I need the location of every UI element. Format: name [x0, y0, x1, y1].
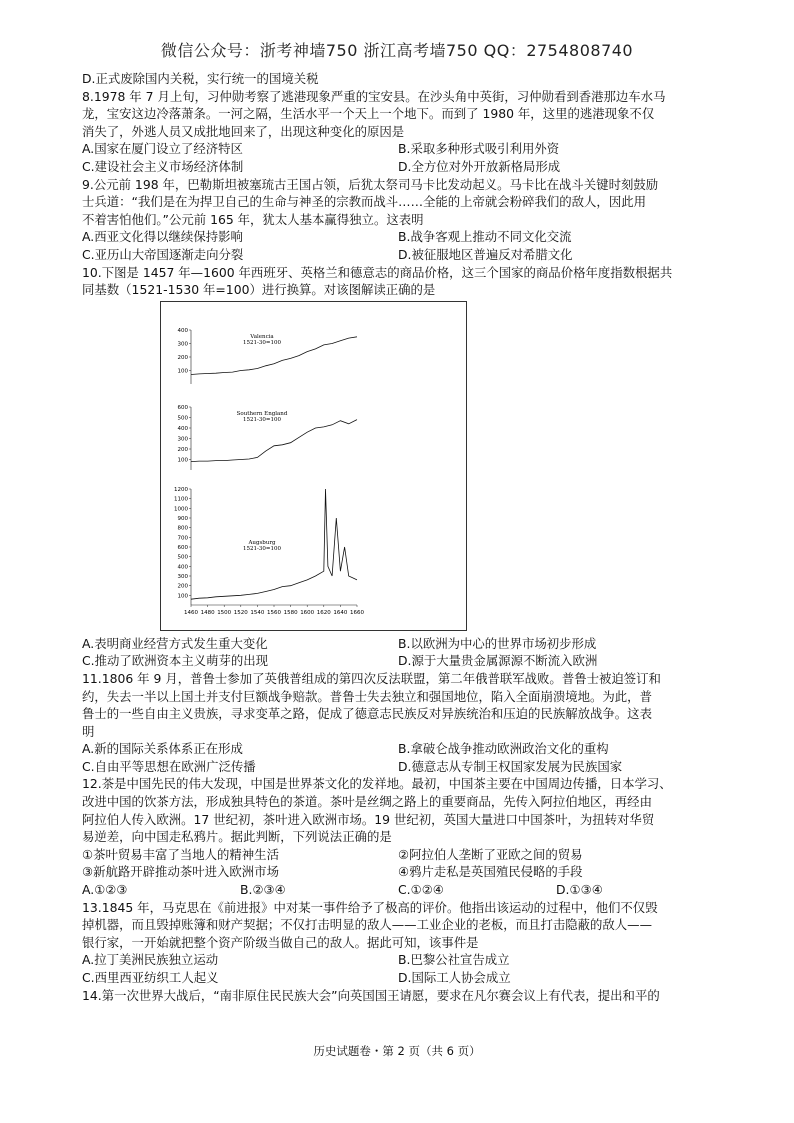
question-stem-line: 改进中国的饮茶方法，形成独具特色的茶道。茶叶是丝绸之路上的重要商品，先传入阿拉伯地区，再经由 [82, 794, 652, 810]
question-stem-line: 银行家，一开始就把整个资产阶级当做自己的敌人。据此可知，该事件是 [82, 934, 479, 950]
option-c: C.推动了欧洲资本主义萌芽的出现 [82, 653, 269, 669]
chart-title: Augsburg [248, 539, 276, 546]
y-tick-label: 1200 [174, 486, 188, 493]
y-tick-label: 200 [177, 583, 188, 590]
option-b: B.采取多种形式吸引利用外资 [398, 141, 560, 157]
x-tick-label: 1600 [300, 609, 315, 616]
question-stem-line: 阿拉伯人传入欧洲。17 世纪初，茶叶进入欧洲市场。19 世纪初，英国大量进口中国茶叶，为扭转对华贸 [82, 811, 655, 827]
x-tick-label: 1500 [217, 609, 232, 616]
x-tick-label: 1580 [283, 609, 298, 616]
option-d: D.国际工人协会成立 [398, 970, 511, 985]
question-stem-line: 13.1845 年，马克思在《前进报》中对某一事件给予了极高的评价。他指出该运动的过程中，他们不仅毁 [82, 899, 658, 915]
page-footer: 历史试题卷・第 2 页（共 6 页） [313, 1044, 481, 1058]
chart-title: Southern England [236, 410, 288, 417]
x-tick-label: 1640 [333, 609, 348, 616]
option-d: D.①③④ [556, 882, 603, 898]
statement-1: ①茶叶贸易丰富了当地人的精神生活 [82, 846, 279, 862]
question-stem-line: 8.1978 年 7 月上旬，习仲勋考察了逃港现象严重的宝安县。在沙头角中英街，习仲勋看到香港那边车水马 [82, 88, 666, 104]
statement-3: ③新航路开辟推动茶叶进入欧洲市场 [82, 864, 279, 880]
question-stem-line: 约，失去一半以上国土并支付巨额战争赔款。普鲁士失去独立和强国地位，陷入全面崩溃境地。为此，普 [82, 688, 652, 704]
option-a: A.拉丁美洲民族独立运动 [82, 952, 219, 968]
y-tick-label: 1100 [174, 496, 188, 503]
question-8 [82, 88, 714, 176]
y-tick-label: 900 [177, 515, 188, 522]
question-stem-line: 10.下图是 1457 年—1600 年西班牙、英格兰和德意志的商品价格，这三个国家的商品价格年度指数根据共 [82, 264, 673, 280]
y-tick-label: 500 [177, 415, 188, 422]
y-tick-label: 300 [177, 341, 188, 348]
y-tick-label: 700 [177, 535, 188, 542]
chart-subtitle: 1521-30=100 [243, 416, 281, 423]
question-stem-line: 士兵道：“我们是在为捍卫自己的生命与神圣的宗教而战斗……全能的上帝就会粉碎我们的敌人，因此用 [82, 194, 646, 210]
statement-2: ②阿拉伯人垄断了亚欧之间的贸易 [398, 846, 583, 862]
option-b: B.以欧洲为中心的世界市场初步形成 [398, 635, 597, 651]
y-tick-label: 300 [177, 436, 188, 443]
option-a: A.新的国际关系体系正在形成 [82, 741, 243, 757]
y-tick-label: 200 [177, 354, 188, 361]
question-stem-line: 12.茶是中国先民的伟大发现，中国是世界茶文化的发祥地。最初，中国茶主要在中国周边传播，日本学习、 [82, 776, 672, 792]
question-stem-line: 同基数（1521-1530 年=100）进行换算。对该图解读正确的是 [82, 282, 436, 298]
y-tick-label: 100 [177, 593, 188, 600]
y-tick-label: 200 [177, 446, 188, 453]
question-stem-line: 不着害怕他们。”公元前 165 年，犹太人基本赢得独立。这表明 [82, 211, 424, 227]
option-a: A.①②③ [82, 882, 128, 898]
chart-subtitle: 1521-30=100 [243, 339, 281, 346]
question-stem-line: 明 [82, 723, 95, 739]
option-a: A.表明商业经营方式发生重大变化 [82, 635, 268, 651]
x-tick-label: 1660 [350, 609, 364, 616]
y-tick-label: 400 [177, 327, 188, 334]
y-tick-label: 500 [177, 554, 188, 561]
question-stem-line: 掉机器，而且毁掉账簿和财产契据；不仅打击明显的敌人——工业企业的老板，而且打击隐蔽的敌人—— [82, 917, 652, 933]
option-a: A.国家在厦门设立了经济特区 [82, 141, 243, 157]
y-tick-label: 100 [177, 457, 188, 464]
option-c: C.亚历山大帝国逐渐走向分裂 [82, 246, 244, 262]
question-stem-line: 龙，宝安这边冷落萧条。一河之隔，生活水平一个天上一个地下。而到了 1980 年，这里的逃港现象不仅 [82, 106, 655, 122]
question-stem-line: 11.1806 年 9 月，普鲁士参加了英俄普组成的第四次反法联盟，第二年俄普联军战败。普鲁士被迫签订和 [82, 670, 661, 686]
option-a: A.西亚文化得以继续保持影响 [82, 229, 243, 245]
price-index-figure [160, 301, 467, 631]
question-11 [82, 670, 714, 776]
question-13 [82, 899, 714, 987]
x-tick-label: 1460 [184, 609, 198, 616]
question-9 [82, 176, 714, 264]
question-stem-line: 鲁士的一些自由主义贵族，寻求变革之路，促成了德意志民族反对异族统治和压迫的民族解放战争。这表 [82, 706, 652, 722]
question-14-stem: 14.第一次世界大战后，“南非原住民民族大会”向英国国王请愿，要求在凡尔赛会议上有代表，提出和平的 [82, 987, 660, 1003]
y-tick-label: 600 [177, 404, 188, 411]
chart-title: Valencia [250, 333, 274, 340]
x-tick-label: 1480 [200, 609, 215, 616]
price-index-chart [161, 302, 466, 630]
question-12 [82, 775, 714, 898]
option-c: C.①②④ [398, 882, 444, 898]
option-b: B.战争客观上推动不同文化交流 [398, 229, 572, 245]
y-tick-label: 800 [177, 525, 188, 532]
y-tick-label: 300 [177, 573, 188, 580]
y-tick-label: 100 [177, 368, 188, 375]
option-d: D.德意志从专制王权国家发展为民族国家 [398, 758, 623, 774]
chart-subtitle: 1521-30=100 [243, 545, 281, 552]
question-stem-line: 9.公元前 198 年，巴勒斯坦被塞琉古王国占领，后犹太祭司马卡比发动起义。马卡比在战斗关键时刻鼓励 [82, 176, 659, 192]
option-c: C.西里西亚纺织工人起义 [82, 970, 219, 985]
option-d: D.被征服地区普遍反对希腊文化 [398, 246, 573, 262]
option-b: B.巴黎公社宣告成立 [398, 952, 510, 968]
y-tick-label: 600 [177, 544, 188, 551]
x-tick-label: 1560 [267, 609, 281, 616]
q7-option-d: D.正式废除国内关税，实行统一的国境关税 [82, 71, 319, 86]
y-tick-label: 1000 [174, 506, 188, 513]
question-10 [82, 264, 714, 670]
option-c: C.建设社会主义市场经济体制 [82, 158, 244, 174]
x-tick-label: 1620 [316, 609, 331, 616]
question-stem-line: 消失了，外逃人员又成批地回来了，出现这种变化的原因是 [82, 123, 405, 139]
y-tick-label: 400 [177, 425, 188, 432]
option-d: D.源于大量贵金属源源不断流入欧洲 [398, 653, 598, 669]
option-d: D.全方位对外开放新格局形成 [398, 158, 561, 174]
exam-content [82, 70, 714, 1004]
question-stem-line: 易逆差，向中国走私鸦片。据此判断，下列说法正确的是 [82, 829, 392, 845]
option-b: B.拿破仑战争推动欧洲政治文化的重构 [398, 741, 609, 757]
x-tick-label: 1540 [250, 609, 265, 616]
option-b: B.②③④ [240, 882, 286, 898]
y-tick-label: 400 [177, 564, 188, 571]
x-tick-label: 1520 [233, 609, 248, 616]
page-header: 微信公众号：浙考神墙750 浙江高考墙750 QQ：2754808740 [160, 41, 634, 60]
statement-4: ④鸦片走私是英国殖民侵略的手段 [398, 864, 583, 880]
series-line [191, 416, 357, 461]
option-c: C.自由平等思想在欧洲广泛传播 [82, 758, 256, 774]
